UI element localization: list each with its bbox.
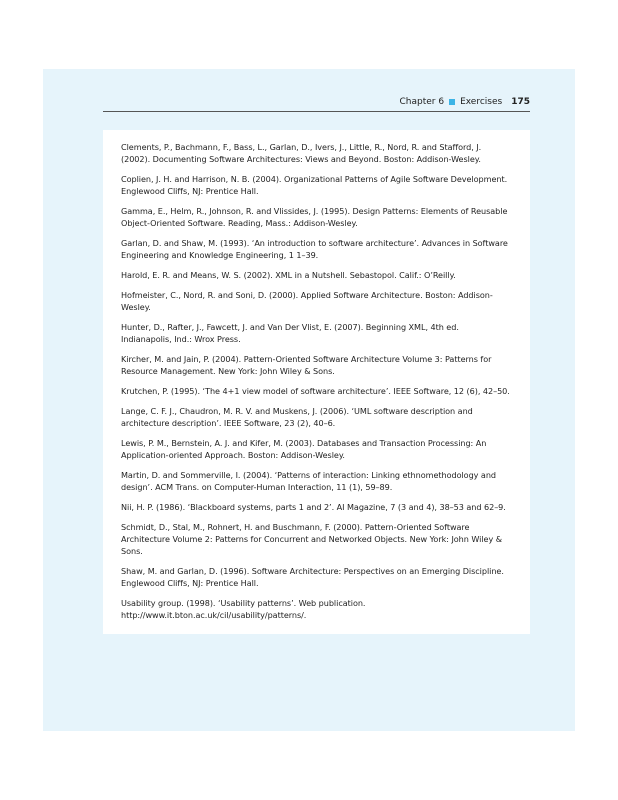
reference-item: Lewis, P. M., Bernstein, A. J. and Kifer, M. (2003). Databases and Transaction Processing: An Application-oriented Approach. Boston: Addison-Wesley. xyxy=(121,438,487,460)
reference-item: Hofmeister, C., Nord, R. and Soni, D. (2000). Applied Software Architecture. Boston: Addison-Wesley. xyxy=(121,290,493,312)
reference-item: Garlan, D. and Shaw, M. (1993). ‘An introduction to software architecture’. Advances in Software Engineering and Knowledge Engineering, 1 1–39. xyxy=(121,238,508,260)
reference-item: Martin, D. and Sommerville, I. (2004). ‘Patterns of interaction: Linking ethnomethodology and design’. ACM Trans. on Computer-Human Interaction, 11 (1), 59–89. xyxy=(121,470,497,492)
reference-item: Coplien, J. H. and Harrison, N. B. (2004). Organizational Patterns of Agile Software Development. Englewood Cliffs, NJ: Prentice Hall. xyxy=(121,174,508,196)
reference-item: Usability group. (1998). ‘Usability patterns’. Web publication. http://www.it.bton.ac.uk/cil/usability/patterns/. xyxy=(121,598,366,620)
reference-item: Nii, H. P. (1986). ‘Blackboard systems, parts 1 and 2’. AI Magazine, 7 (3 and 4), 38–53 and 62–9. xyxy=(121,502,506,512)
reference-item: Clements, P., Bachmann, F., Bass, L., Garlan, D., Ivers, J., Little, R., Nord, R. and Stafford, J. (2002). Documenting Software Architectures: Views and Beyond. Boston: Addison-Wesley. xyxy=(121,142,482,164)
running-head xyxy=(103,95,530,109)
page-number: 175 xyxy=(511,97,530,107)
section-label: Exercises xyxy=(460,97,503,107)
reference-item: Krutchen, P. (1995). ‘The 4+1 view model of software architecture’. IEEE Software, 12 (6), 42–50. xyxy=(121,386,510,396)
reference-item: Harold, E. R. and Means, W. S. (2002). XML in a Nutshell. Sebastopol. Calif.: O’Reilly. xyxy=(121,270,456,280)
chapter-label: Chapter 6 xyxy=(399,97,445,107)
reference-list xyxy=(103,130,530,634)
reference-item: Hunter, D., Rafter, J., Fawcett, J. and Van Der Vlist, E. (2007). Beginning XML, 4th ed. Indianapolis, Ind.: Wrox Press. xyxy=(121,322,459,344)
reference-item: Lange, C. F. J., Chaudron, M. R. V. and Muskens, J. (2006). ‘UML software description and architecture description’. IEEE Software, 23 (2), 40–6. xyxy=(121,406,473,428)
reference-item: Schmidt, D., Stal, M., Rohnert, H. and Buschmann, F. (2000). Pattern-Oriented Software Architecture Volume 2: Patterns for Concurrent and Networked Objects. New York: John Wiley & Sons. xyxy=(121,522,502,556)
reference-item: Shaw, M. and Garlan, D. (1996). Software Architecture: Perspectives on an Emerging Discipline. Englewood Cliffs, NJ: Prentice Hall. xyxy=(121,566,504,588)
reference-item: Gamma, E., Helm, R., Johnson, R. and Vlissides, J. (1995). Design Patterns: Elements of Reusable Object-Oriented Software. Reading, Mass.: Addison-Wesley. xyxy=(121,206,508,228)
section-marker-icon xyxy=(449,99,455,105)
reference-item: Kircher, M. and Jain, P. (2004). Pattern-Oriented Software Architecture Volume 3: Patterns for Resource Management. New York: John Wiley & Sons. xyxy=(121,354,492,376)
header-rule xyxy=(103,111,530,112)
